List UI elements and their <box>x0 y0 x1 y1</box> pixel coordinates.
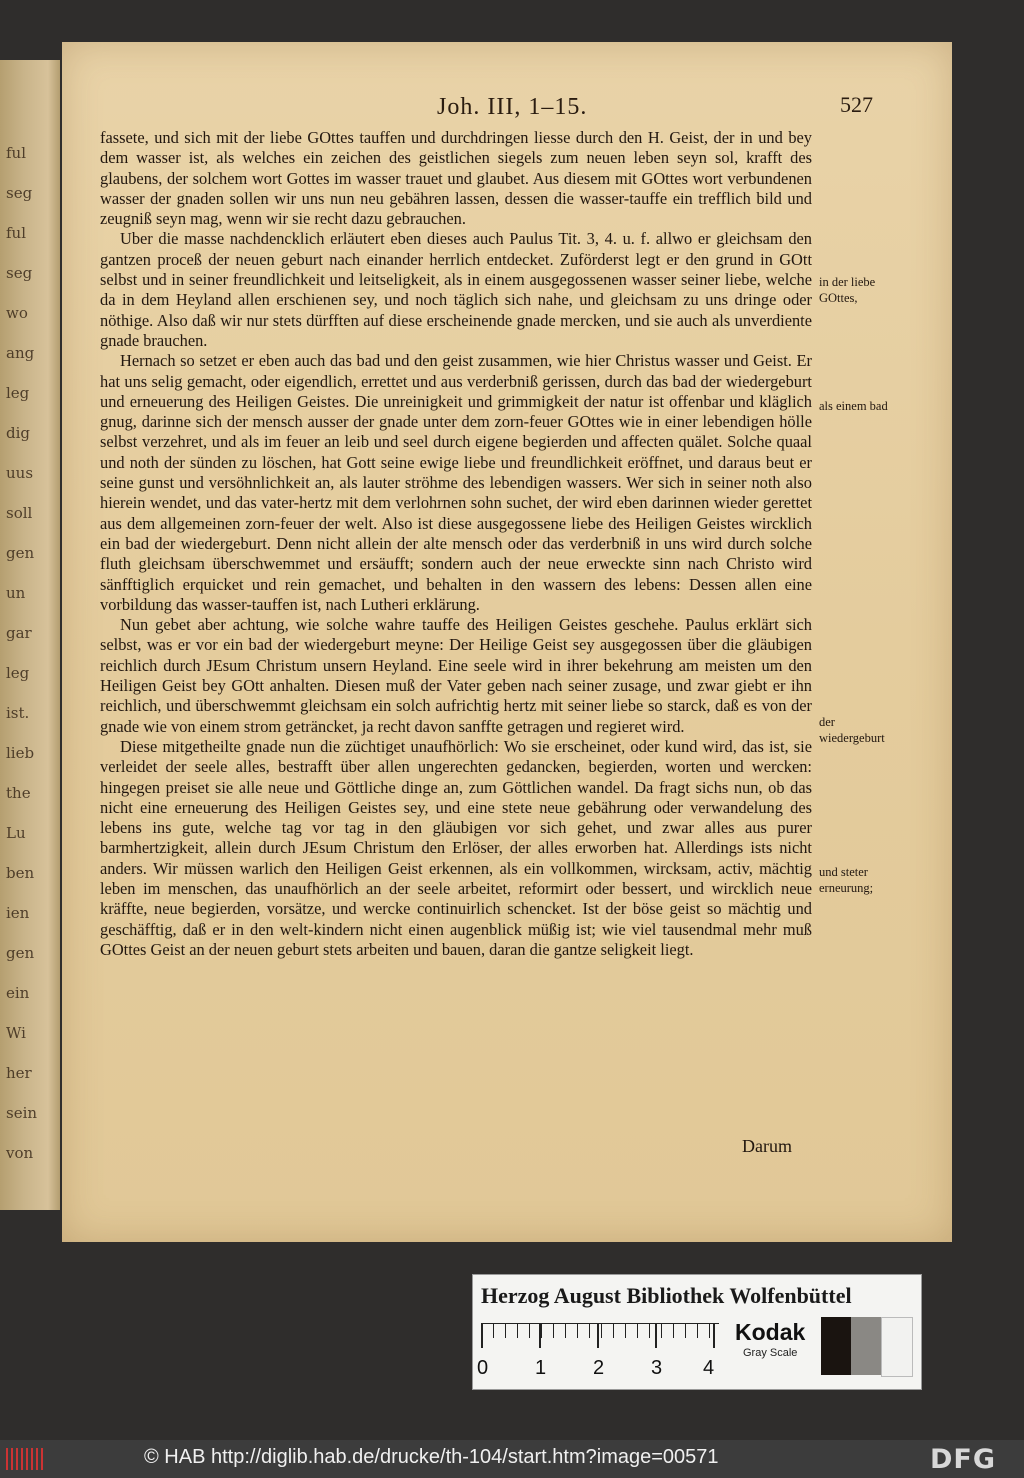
document-page <box>62 42 952 1242</box>
gray-swatch <box>851 1317 881 1375</box>
left-page-fragment: lieb <box>6 744 35 762</box>
kodak-logo: Kodak <box>735 1319 806 1345</box>
paragraph: Uber die masse nachdencklich erläutert eben dieses auch Paulus Tit. 3, 4. u. f. allwo er gleichsam den gantzen proceß der neuen geburt nach einander herrlich entdecket. Zuförderst legt er den grund in GOtt selbst und in seiner freundlichkeit und leitseligkeit, als in einem ausgegossenen wasser seiner liebe, welche da in dem Heyland allen erschienen sey, und noch täglich sich nahe, und gleichsam zu uns dringe oder nöthige. Also daß wir nur stets dürfften auf diese erscheinende gnade mercken, und sie auch als unverdiente gnade brauchen. <box>100 229 812 350</box>
left-page-fragment: ang <box>6 344 35 362</box>
left-page-fragment: ben <box>6 864 35 882</box>
marginal-note: der wiedergeburt <box>819 715 885 745</box>
left-page-fragment: her <box>6 1064 32 1082</box>
viewer-footer <box>0 1440 1024 1478</box>
adjacent-page-edge <box>0 60 60 1210</box>
copyright-link[interactable]: © HAB http://diglib.hab.de/drucke/th-104/start.htm?image=00571 <box>144 1446 719 1468</box>
left-page-fragment: ful <box>6 224 27 242</box>
paragraph: Nun gebet aber achtung, wie solche wahre tauffe des Heiligen Geistes geschehe. Paulus erklärt sich selbst, was er vor ein bad der wiedergeburt meyne: Der Heilige Geist sey ausgegossen über die gläubigen reichlich durch JEsum Christum unsern Heyland. Eine seele wird in ihrer bekehrung am meisten um den Heiligen Geist bey GOtt anhalten. Diesen muß der Vater geben nach seiner zusage, und zwar giebt er ihn reichlich, und überschwemmt gleichsam ein solch aufrichtig hertz mit seiner liebe so starck, daß es von der gnade wie von einem strom geträncket, ja recht davon sanffte getragen und regieret wird. <box>100 615 812 736</box>
gray-swatch <box>881 1317 913 1377</box>
left-page-fragment: ist. <box>6 704 30 722</box>
left-page-fragment: soll <box>6 504 33 522</box>
left-page-fragment: gen <box>6 544 35 562</box>
marginal-note: und steter erneurung; <box>819 865 874 895</box>
left-page-fragment: wo <box>6 304 28 322</box>
library-label <box>472 1274 922 1390</box>
left-page-fragment: dig <box>6 424 31 442</box>
ruler-number: 2 <box>593 1357 605 1379</box>
dfg-logo: DFG <box>930 1444 997 1475</box>
ruler-number: 1 <box>535 1357 547 1379</box>
left-page-fragment: the <box>6 784 31 802</box>
left-page-fragment: sein <box>6 1104 38 1122</box>
ruler-number: 3 <box>651 1357 663 1379</box>
left-page-fragment: ien <box>6 904 30 922</box>
left-page-fragment: seg <box>6 264 33 282</box>
catchword: Darum <box>742 1136 792 1156</box>
marginal-note: als einem bad <box>819 399 888 413</box>
left-page-fragment: gen <box>6 944 35 962</box>
hab-logo-icon <box>6 1448 46 1470</box>
scale-ruler <box>481 1323 719 1354</box>
left-page-fragment: seg <box>6 184 33 202</box>
page-number: 527 <box>840 92 873 117</box>
ruler-number: 0 <box>477 1357 489 1379</box>
gray-swatch <box>821 1317 851 1375</box>
paragraph: fassete, und sich mit der liebe GOttes tauffen und durchdringen liesse durch den H. Geist, der in und bey dem wasser ist, als welches ein zeichen des geistlichen siegels zum neuen leben seyn sol, krafft des glaubens, der solchem wort Gottes im wasser trauet und glaubet. Aus diesem mit GOttes wort verbundenen wasser der gnaden sollen wir uns nun neu gebähren lassen, dessen die wasser-tauffe ein trefflich bild und zeugniß seyn mag, wenn wir sie recht dazu gebrauchen. <box>100 128 812 229</box>
left-page-fragment: ein <box>6 984 30 1002</box>
left-page-fragment: Lu <box>6 824 26 842</box>
gray-scale-label: Gray Scale <box>743 1347 798 1359</box>
ruler-number: 4 <box>703 1357 715 1379</box>
left-page-fragment: leg <box>6 384 30 402</box>
left-page-fragment: un <box>6 584 26 602</box>
running-head: Joh. III, 1–15. <box>437 94 588 120</box>
paragraph: Hernach so setzet er eben auch das bad und den geist zusammen, wie hier Christus wasser und Geist. Er hat uns selig gemacht, oder eigendlich, errettet und aus verderbniß gerissen, durch das bad der wiedergeburt und erneuerung des Heiligen Geistes. Die unreinigkeit und grimmigkeit der natur ist offenbar und kläglich gnug, darinne sich der mensch ausser der gnade unter dem zorn-feuer GOttes wie in einer lebendigen hölle selbst verzehret, und als im feuer an leib und seel durch eigene begierden und affecten quälet. Solche quaal und noth der sünden zu löschen, hat Gott seine ewige liebe und freundlichkeit eröffnet, und daraus beut er seine gunst und versöhnlichkeit an, als lauter ströhme des lebendigen wassers. Wer sich in seiner noth also hierein wendet, und das vater-hertz mit dem verlohrnen sohn suchet, der wird eben darinnen wieder gerettet aus dem allgemeinen zorn-feuer der welt. Also ist diese ausgegossene liebe des Heiligen Geistes wircklich ein bad der wiedergeburt. Denn nicht allein der alte mensch oder das verderbniß in uns wird durch solche fluth gleichsam überschwemmet und ersäufft; sondern auch der neue erweckte sinn nach Christo wird sänfftiglich erquicket und rein gemachet, und behalten in den wassern des lebens: Dessen allen eine vorbildung das wasser-tauffen ist, nach Lutheri erklärung. <box>100 351 812 614</box>
institution-name: Herzog August Bibliothek Wolfenbüttel <box>481 1283 852 1308</box>
left-page-fragment: uus <box>6 464 34 482</box>
left-page-fragment: Wi <box>6 1024 26 1042</box>
left-page-fragment: leg <box>6 664 30 682</box>
left-page-fragment: von <box>6 1144 34 1162</box>
left-page-fragment: ful <box>6 144 27 162</box>
left-page-fragment: gar <box>6 624 32 642</box>
paragraph: Diese mitgetheilte gnade nun die züchtiget unaufhörlich: Wo sie erscheinet, oder kund wird, das ist, sie verleidet der seele alles, bestrafft über allen ungerechten gedancken, begierden, worten und wercken: hingegen preiset sie alle neue und Göttliche dinge an, zum Göttlichen wandel. Da fragt sichs nun, ob das nicht eine erneuerung des Heiligen Geistes sey, und eine stete neue gebährung oder verwandelung des lebens ins gute, welche tag vor tag in den gläubigen vor sich gehet, und zwar alles aus purer barmhertzigkeit, allein durch JEsum Christum den Erlöser, der alles erworben hat. Allerdings ists nicht anders. Wir müssen warlich den Heiligen Geist erkennen, als ein vollkommen, wircksam, activ, mächtig leben im menschen, das unaufhörlich an der seele arbeitet, reformirt oder bessert, und wircklich neue kräffte, neue begierden, vorsätze, und wercke continuirlich schencket. Ist der böse geist so mächtig und geschäfftig, daß er in den welt-kindern nicht einen augenblick müßig ist; wie viel tausendmal mehr muß GOttes Geist an der neuen geburt stets arbeiten und bauen, daran die gantze seligkeit liegt. <box>100 736 812 959</box>
marginal-note: in der liebe GOttes, <box>819 275 876 305</box>
body-text <box>100 128 812 960</box>
